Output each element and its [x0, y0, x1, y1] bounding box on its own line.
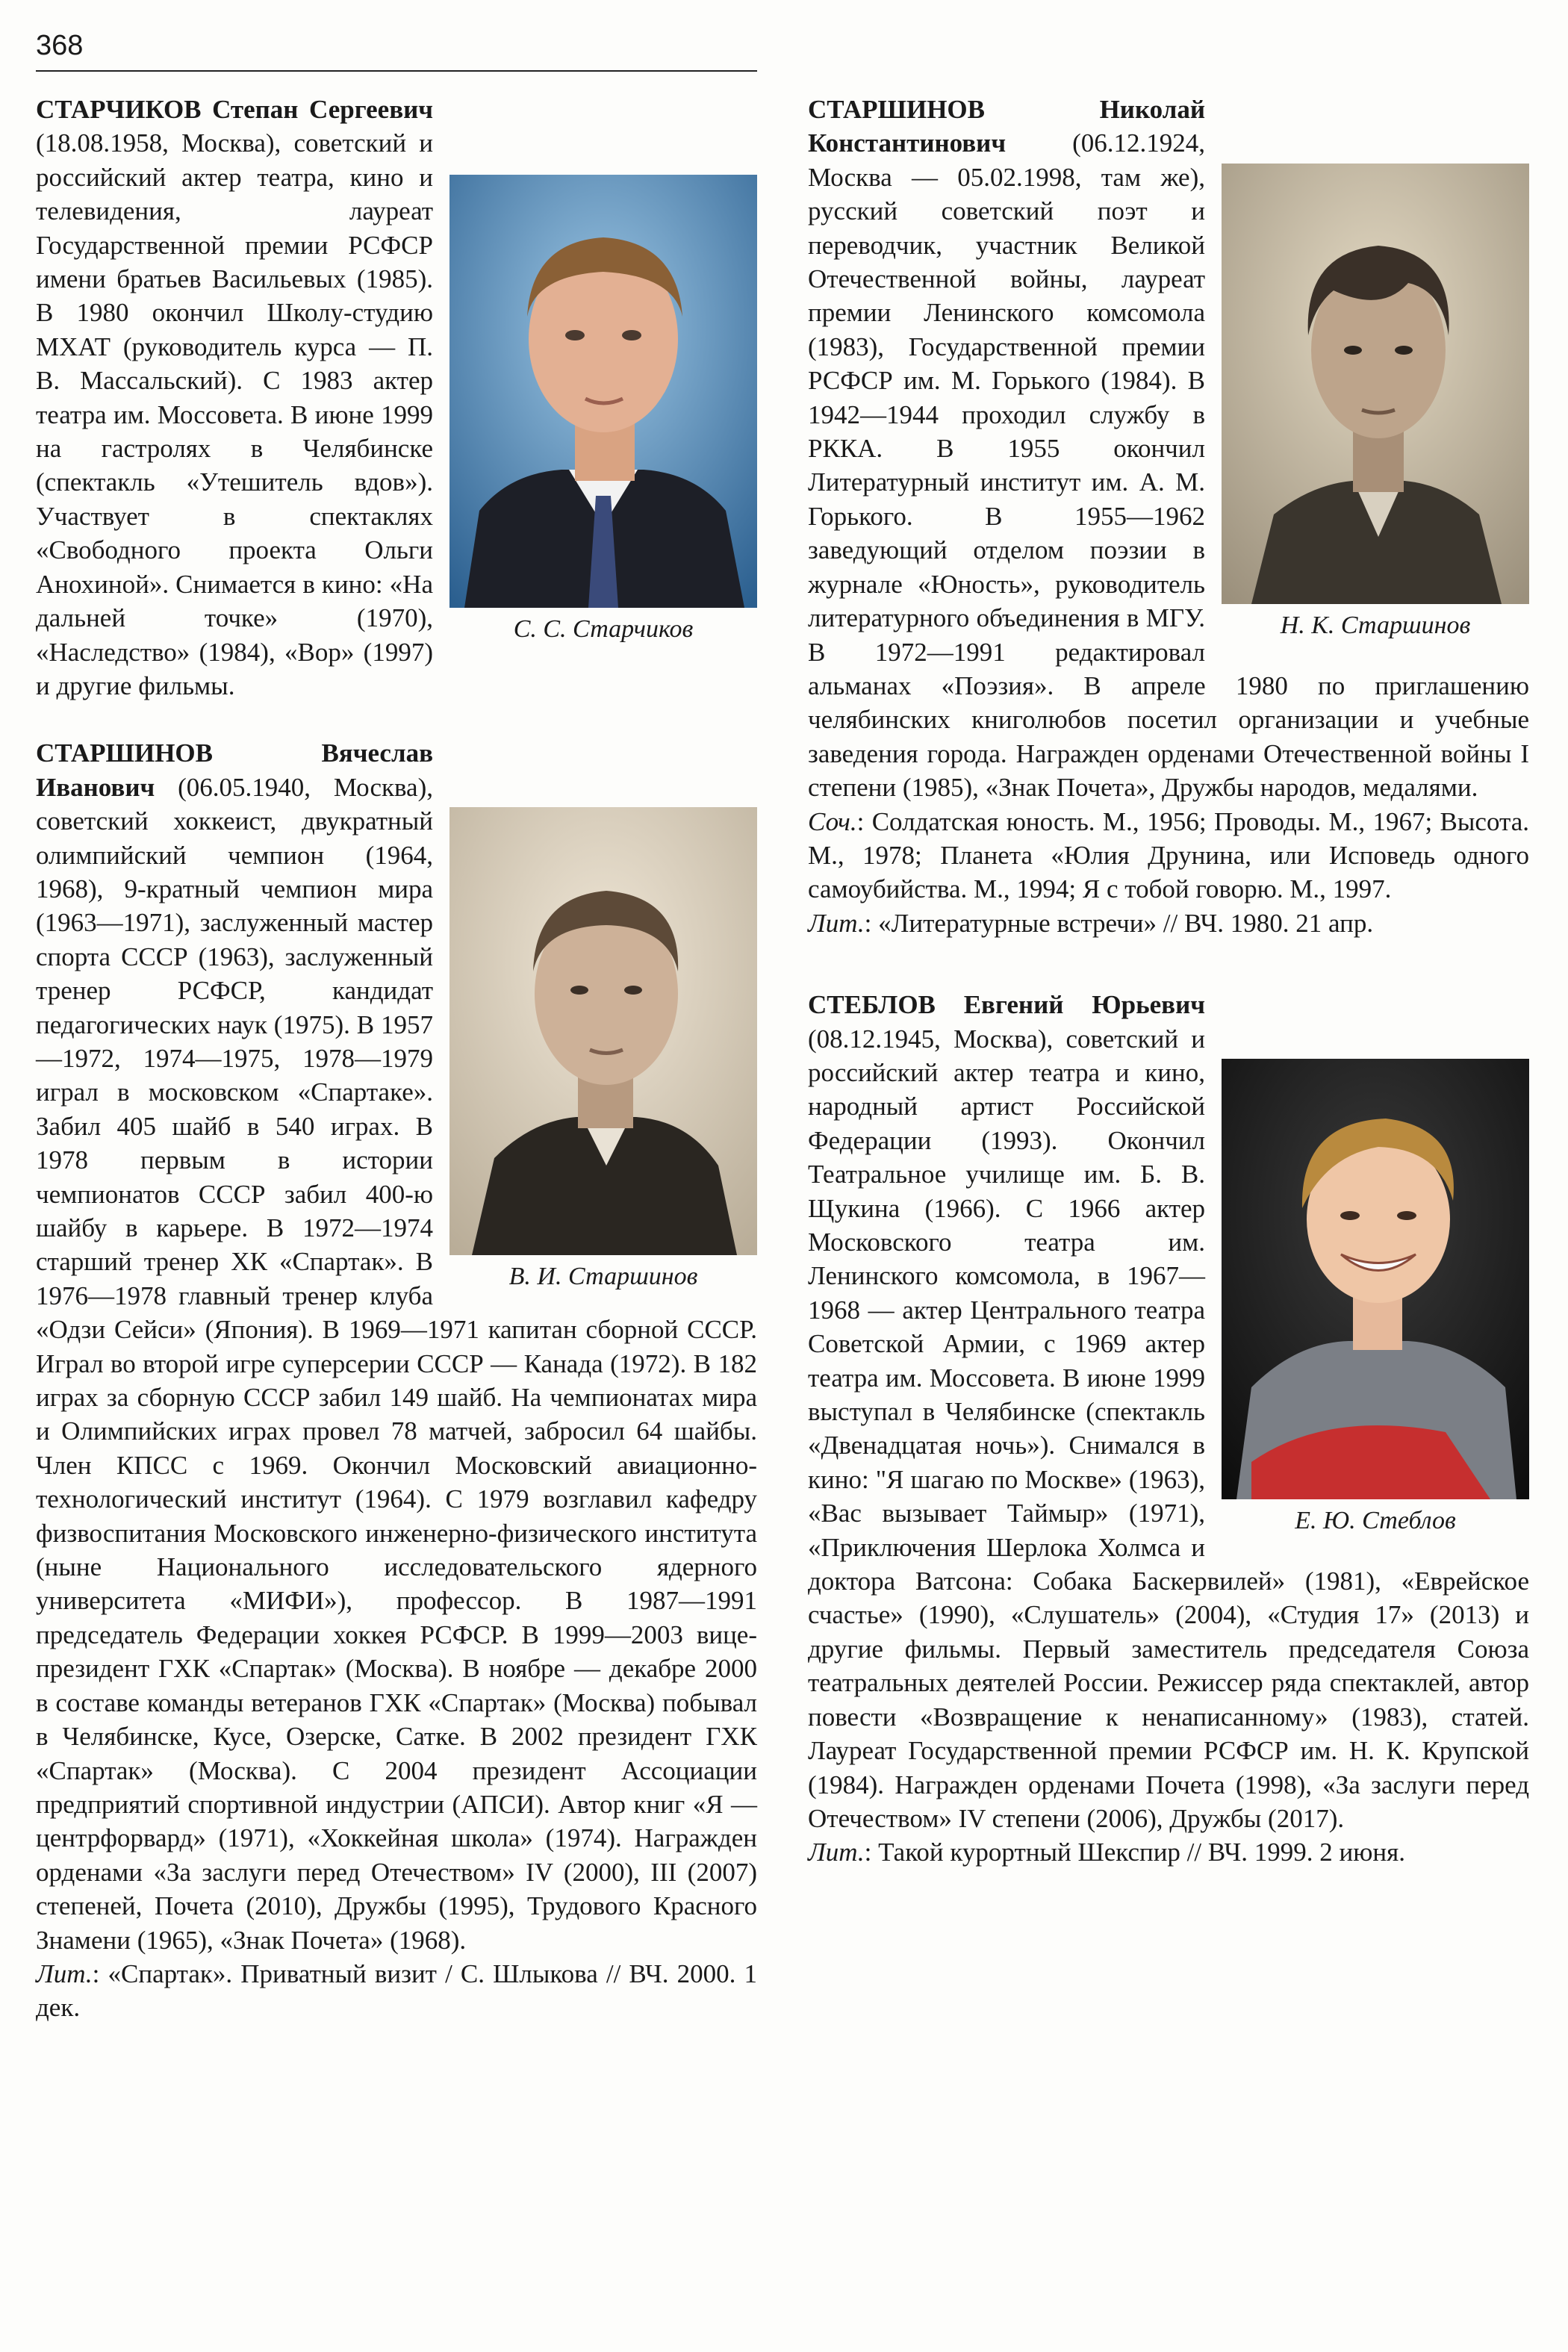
- entry-starshinov-n: [808, 93, 1529, 940]
- works-text: : Солдатская юность. М., 1956; Проводы. М., 1967; Высота. М., 1978; Планета «Юлия Друнина, или Исповедь одного самоубийства. М., 1994; Я с тобой говорю. М., 1997.: [808, 806, 1529, 904]
- lit-text: : Такой курортный Шекспир // ВЧ. 1999. 2 июня.: [864, 1838, 1405, 1867]
- photo-starchikov: [449, 175, 757, 608]
- lit-label: Лит.: [36, 1959, 93, 1988]
- header-rule: [36, 70, 757, 72]
- entry-heading: СТЕБЛОВ Евгений Юрьевич: [808, 990, 1205, 1020]
- figure-steblov: [1222, 1059, 1529, 1538]
- entry-heading: СТАРЧИКОВ Степан Сергеевич: [36, 95, 433, 124]
- entry-steblov: [808, 988, 1529, 1870]
- entry-starchikov: [36, 93, 757, 703]
- entry-body: (06.12.1924, Москва — 05.02.1998, там же), русский советский поэт и переводчик, участник Великой Отечественной войны, лауреат премии Ленинского комсомола (1983), Государственной премии РСФСР им. М. Горького (1984). В 1942—1944 проходил службу в РККА. В 1955 окончил Литературный институт им. А. М. Горького. В 1955—1962 заведующий отделом поэзии в журнале «Юность», руководитель литературного объединения в МГУ. В 1972—1991 редактировал альманах «Поэзия». В апреле 1980 по приглашению челябинских книголюбов посетил организации и учебные заведения города. Награжден орденами Отечественной войны I степени (1985), «Знак Почета», Дружбы народов, медалями.: [808, 128, 1529, 803]
- lit-text: : «Литературные встречи» // ВЧ. 1980. 21 апр.: [864, 908, 1374, 938]
- caption-starshinov-v: В. И. Старшинов: [508, 1263, 698, 1291]
- entry-heading: СТАРШИНОВ Николай Константинович: [808, 95, 1205, 158]
- page-number: 368: [36, 30, 84, 61]
- figure-starchikov: [449, 175, 757, 647]
- entry-body: (08.12.1945, Москва), советский и российский актер театра и кино, народный артист Российской Федерации (1993). Окончил Театральное училище им. Б. В. Щукина (1966). С 1966 актер Московского театра им. Ленинского комсомола, в 1967—1968 — актер Центрального театра Советской Армии, с 1969 актер театра им. Моссовета. В июне 1999 выступал в Челябинске (спектакль «Двенадцатая ночь»). Снимался в кино: "Я шагаю по Москве» (1963), «Вас вызывает Таймыр» (1971), «Приключения Шерлока Холмса и доктора Ватсона: Собака Баскервилей» (1981), «Еврейское счастье» (1990), «Слушатель» (2004), «Студия 17» (2013) и другие фильмы. Первый заместитель председателя Союза театральных деятелей России. Режиссер ряда спектаклей, автор повести «Возвращение к ненаписанному» (1983), статей. Лауреат Государственной премии РСФСР им. Н. К. Крупской (1984). Награжден орденами Почета (1998), «За заслуги перед Отечеством» IV степени (2006), Дружбы (2017).: [808, 1024, 1529, 1833]
- right-column: [808, 93, 1529, 1870]
- lit-label: Лит.: [808, 908, 865, 938]
- figure-starshinov-n: [1222, 164, 1529, 643]
- entry-body: (18.08.1958, Москва), советский и российский актер театра, кино и телевидения, лауреат Государственной премии РСФСР имени братьев Васильевых (1985). В 1980 окончил Школу-студию МХАТ (руководитель курса — П. В. Массальский). С 1983 актер театра им. Моссовета. В июне 1999 на гастролях в Челябинске (спектакль «Утешитель вдов»). Участвует в спектаклях «Свободного проекта Ольги Анохиной». Снимается в кино: «На дальней точке» (1970), «Наследство» (1984), «Вор» (1997) и другие фильмы.: [36, 128, 433, 700]
- caption-starchikov: С. С. Старчиков: [513, 615, 694, 643]
- photo-starshinov-n: [1222, 164, 1529, 604]
- photo-steblov: [1222, 1059, 1529, 1499]
- figure-starshinov-v: [449, 807, 757, 1294]
- lit-label: Лит.: [808, 1838, 865, 1867]
- lit-text: : «Спартак». Приватный визит / С. Шлыкова // ВЧ. 2000. 1 дек.: [36, 1959, 757, 2023]
- photo-starshinov-v: [449, 807, 757, 1255]
- left-column: [36, 93, 757, 2025]
- entry-starshinov-v: [36, 736, 757, 2024]
- caption-steblov: Е. Ю. Стеблов: [1295, 1507, 1456, 1535]
- caption-starshinov-n: Н. К. Старшинов: [1280, 612, 1471, 639]
- entry-heading: СТАРШИНОВ Вячеслав Иванович: [36, 738, 433, 802]
- works-label: Соч.: [808, 806, 857, 836]
- entry-body: (06.05.1940, Москва), советский хоккеист, двукратный олимпийский чемпион (1964, 1968), 9-кратный чемпион мира (1963—1971), заслуженный мастер спорта СССР (1963), заслуженный тренер РСФСР, кандидат педагогических наук (1975). В 1957—1972, 1974—1975, 1978—1979 играл в московском «Спартаке». Забил 405 шайб в 540 играх. В 1978 первым в истории чемпионатов СССР забил 400-ю шайбу в карьере. В 1972—1974 старший тренер ХК «Спартак». В 1976—1978 главный тренер клуба «Одзи Сейси» (Япония). В 1969—1971 капитан сборной СССР. Играл во второй игре суперсерии СССР — Канада (1972). В 182 играх за сборную СССР забил 149 шайб. На чемпионатах мира и Олимпийских играх провел 78 матчей, забросил 64 шайбы. Член КПСС с 1969. Окончил Московский авиационно-технологический институт (1964). С 1979 возглавил кафедру физвоспитания Московского инженерно-физического института (ныне Национального исследовательского ядерного университета «МИФИ»), профессор. В 1987—1991 председатель Федерации хоккея РСФСР. В 1999—2003 вице-президент ГХК «Спартак» (Москва). В ноябре — декабре 2000 в составе команды ветеранов ГХК «Спартак» (Москва) побывал в Челябинске, Кусе, Озерске, Сатке. В 2002 президент ГХК «Спартак» (Москва). С 2004 президент Ассоциации предприятий спортивной индустрии (АПСИ). Автор книг «Я — центрфорвард» (1971), «Хоккейная школа» (1974). Награжден орденами «За заслуги перед Отечеством» IV (2000), III (2007) степеней, Почета (2010), Дружбы (1995), Трудового Красного Знамени (1965), «Знак Почета» (1968).: [36, 772, 757, 1955]
